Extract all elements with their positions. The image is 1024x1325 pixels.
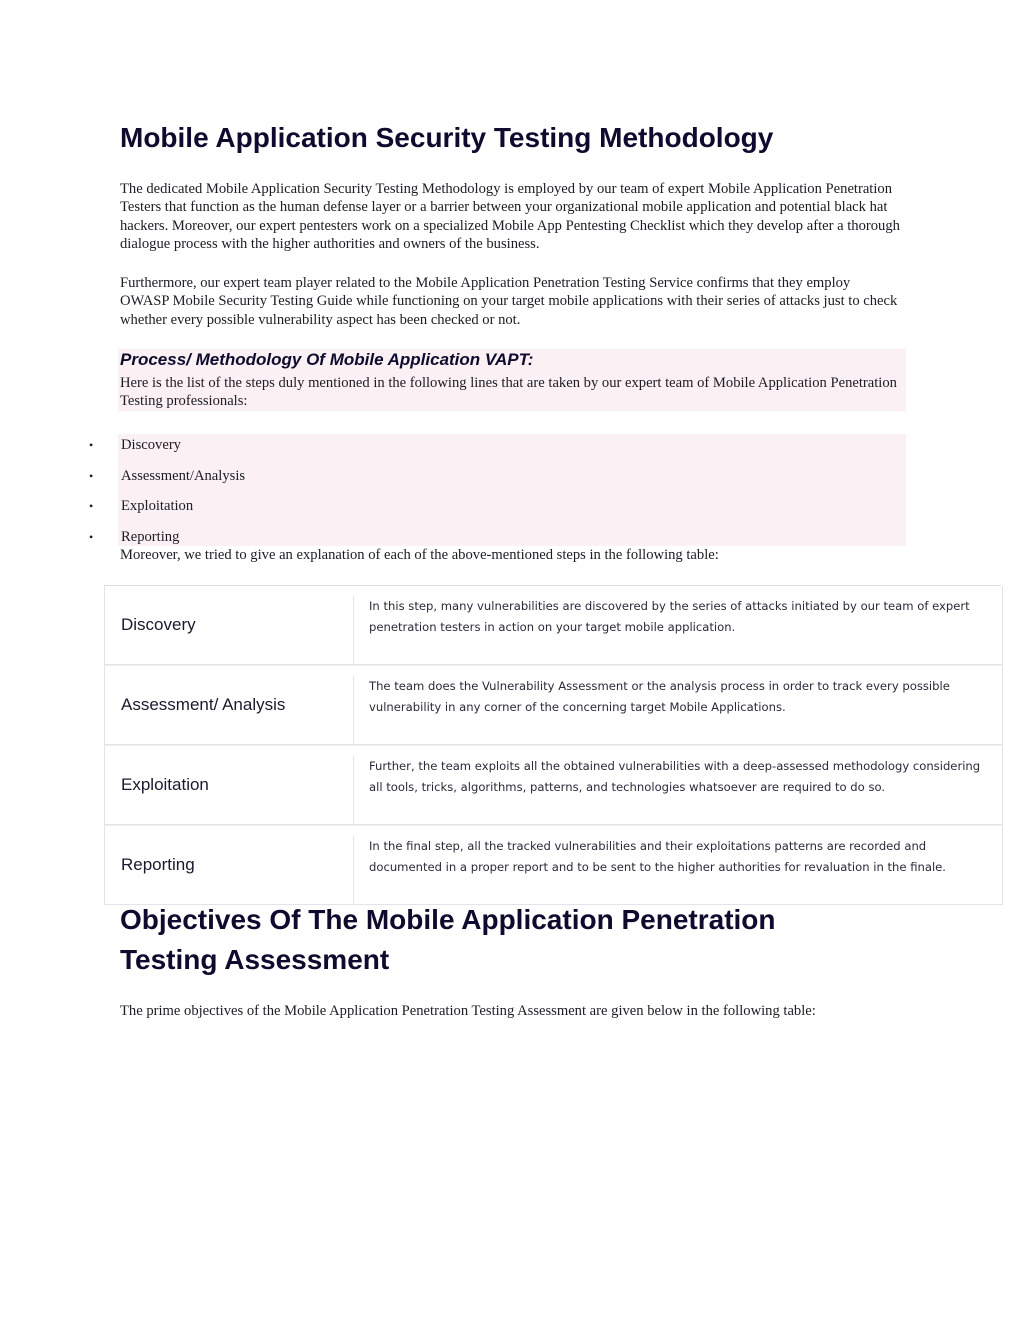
bullet-icon: • [89, 499, 94, 513]
table-row [104, 745, 1003, 825]
table-row [104, 586, 1003, 665]
process-section [118, 349, 906, 411]
list-item-label: Reporting [121, 528, 180, 545]
column-divider [353, 676, 354, 744]
step-name: Reporting [121, 855, 195, 874]
step-description: Further, the team exploits all the obtained vulnerabilities with a deep-assessed methodology considering all tools, tricks, algorithms, patterns, and technologies whatsoever are required to do so. [369, 759, 981, 794]
column-divider [353, 756, 354, 824]
list-item-label: Assessment/Analysis [121, 467, 246, 484]
intro-paragraph: The dedicated Mobile Application Security Testing Methodology is employed by our team of expert Mobile Application Penetration Testers that function as the human defense layer or a barrier between your organizational mobile application and potential black hat hackers. Moreover, our expert pentesters work on a specialized Mobile App Pentesting Checklist which they develop after a thorough dialogue process with the higher authorities and owners of the business. [120, 181, 900, 253]
step-name: Assessment/ Analysis [121, 695, 286, 714]
list-item-label: Discovery [121, 437, 181, 453]
step-description: The team does the Vulnerability Assessment or the analysis process in order to track every possible vulnerability in any corner of the concerning target Mobile Applications. [369, 679, 950, 714]
step-description: In this step, many vulnerabilities are discovered by the series of attacks initiated by our team of expert penetration testers in action on your target mobile application. [369, 599, 970, 634]
column-divider [353, 596, 354, 664]
steps-list [0, 434, 1024, 556]
owasp-paragraph: Furthermore, our expert team player related to the Mobile Application Penetration Testing Service confirms that they employ OWASP Mobile Security Testing Guide while functioning on your target mobile applications with their series of attacks just to check whether every possible vulnerability aspect has been checked or not. [120, 275, 898, 328]
process-heading: Process/ Methodology Of Mobile Application VAPT: [120, 350, 534, 369]
bullet-icon: • [89, 529, 94, 544]
page-title: Mobile Application Security Testing Methodology [120, 122, 774, 153]
steps-table [104, 585, 1001, 905]
process-intro: Here is the list of the steps duly mentioned in the following lines that are taken by our expert team of Mobile Application Penetration Testing professionals: [120, 375, 897, 410]
list-item [0, 495, 1024, 526]
objectives-intro: The prime objectives of the Mobile Application Penetration Testing Assessment are given below in the following table: [120, 1003, 816, 1019]
table-row [104, 825, 1003, 905]
bullet-icon: • [89, 468, 94, 483]
step-description: In the final step, all the tracked vulnerabilities and their exploitations patterns are recorded and documented in a proper report and to be sent to the higher authorities for revaluation in the finale. [369, 839, 946, 874]
list-item-label: Exploitation [121, 498, 194, 514]
bullet-icon: • [89, 438, 94, 452]
list-item [0, 465, 1024, 496]
table-row [104, 665, 1003, 745]
table-intro: Moreover, we tried to give an explanation of each of the above-mentioned steps in the following table: [120, 547, 719, 563]
objectives-title: Objectives Of The Mobile Application Penetration Testing Assessment [120, 904, 776, 975]
step-name: Discovery [121, 615, 196, 634]
step-name: Exploitation [121, 775, 209, 794]
column-divider [353, 836, 354, 904]
list-item [0, 434, 1024, 465]
